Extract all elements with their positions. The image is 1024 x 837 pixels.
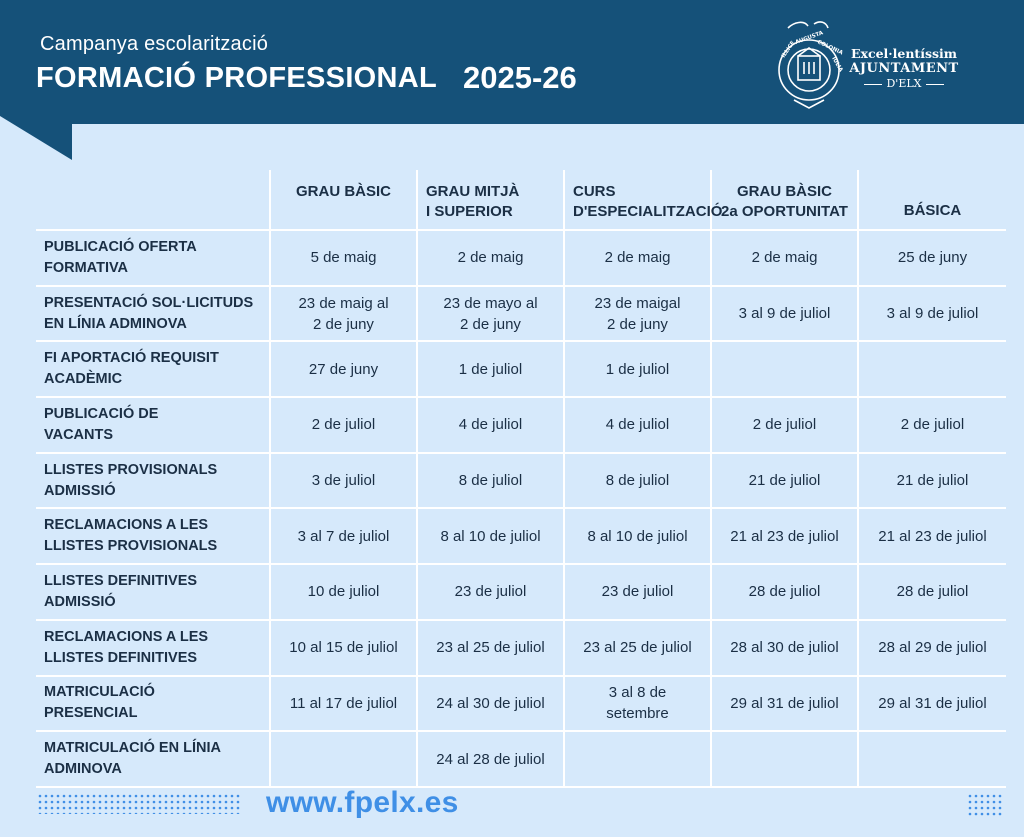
table-row bbox=[36, 397, 1006, 453]
table-row bbox=[36, 620, 1006, 676]
date-cell: 4 de juliol bbox=[417, 397, 564, 453]
date-cell: 2 de maig bbox=[711, 230, 858, 286]
date-cell: 5 de maig bbox=[270, 230, 417, 286]
city-seal-icon bbox=[774, 18, 844, 110]
date-cell: 28 al 29 de juliol bbox=[858, 620, 1006, 676]
date-cell: 8 al 10 de juliol bbox=[564, 508, 711, 564]
date-cell: 21 al 23 de juliol bbox=[711, 508, 858, 564]
date-cell: 27 de juny bbox=[270, 341, 417, 397]
row-label: MATRICULACIÓ EN LÍNIA ADMINOVA bbox=[36, 731, 270, 787]
date-cell: 1 de juliol bbox=[417, 341, 564, 397]
svg-text:AUGUSTA: AUGUSTA bbox=[794, 30, 825, 46]
logo-line-3: D'ELX bbox=[846, 76, 962, 91]
table-row bbox=[36, 286, 1006, 342]
column-header: GRAU BÀSIC bbox=[270, 170, 417, 230]
table-row bbox=[36, 564, 1006, 620]
website-link[interactable]: www.fpelx.es bbox=[266, 786, 459, 819]
row-label: RECLAMACIONS A LES LLISTES DEFINITIVES bbox=[36, 620, 270, 676]
date-cell: 23 de maig al 2 de juny bbox=[270, 286, 417, 342]
date-cell: 8 de juliol bbox=[417, 453, 564, 509]
row-label: RECLAMACIONS A LES LLISTES PROVISIONALS bbox=[36, 508, 270, 564]
corner-cell bbox=[36, 170, 270, 230]
page-title: FORMACIÓ PROFESSIONAL bbox=[36, 62, 438, 94]
date-cell bbox=[711, 731, 858, 787]
date-cell: 21 al 23 de juliol bbox=[858, 508, 1006, 564]
date-cell: 25 de juny bbox=[858, 230, 1006, 286]
date-cell bbox=[858, 341, 1006, 397]
date-cell: 10 de juliol bbox=[270, 564, 417, 620]
row-label: PRESENTACIÓ SOL·LICITUDS EN LÍNIA ADMINOVA bbox=[36, 286, 270, 342]
date-cell: 1 de juliol bbox=[564, 341, 711, 397]
date-cell: 2 de juliol bbox=[858, 397, 1006, 453]
date-cell: 4 de juliol bbox=[564, 397, 711, 453]
date-cell: 2 de maig bbox=[564, 230, 711, 286]
row-label: LLISTES PROVISIONALS ADMISSIÓ bbox=[36, 453, 270, 509]
date-cell: 24 al 28 de juliol bbox=[417, 731, 564, 787]
svg-text:IULIA: IULIA bbox=[830, 56, 844, 74]
date-cell bbox=[858, 731, 1006, 787]
date-cell: 2 de maig bbox=[417, 230, 564, 286]
column-header: CURS D'ESPECIALITZACIÓ bbox=[564, 170, 711, 230]
city-council-logotype bbox=[846, 46, 962, 91]
column-header: GRAU MITJÀ I SUPERIOR bbox=[417, 170, 564, 230]
column-header: GRAU BÀSIC 2a OPORTUNITAT bbox=[711, 170, 858, 230]
dot-pattern-left bbox=[38, 794, 244, 814]
date-cell: 3 de juliol bbox=[270, 453, 417, 509]
date-cell: 8 al 10 de juliol bbox=[417, 508, 564, 564]
date-cell bbox=[564, 731, 711, 787]
table-row bbox=[36, 731, 1006, 787]
date-cell: 29 al 31 de juliol bbox=[858, 676, 1006, 732]
date-cell: 3 al 9 de juliol bbox=[858, 286, 1006, 342]
date-cell: 28 al 30 de juliol bbox=[711, 620, 858, 676]
date-cell: 24 al 30 de juliol bbox=[417, 676, 564, 732]
date-cell: 8 de juliol bbox=[564, 453, 711, 509]
date-cell: 23 de mayo al 2 de juny bbox=[417, 286, 564, 342]
campaign-subtitle: Campanya escolarització bbox=[40, 33, 269, 55]
svg-text:COLONIA: COLONIA bbox=[816, 39, 844, 57]
date-cell: 28 de juliol bbox=[711, 564, 858, 620]
date-cell: 28 de juliol bbox=[858, 564, 1006, 620]
dot-pattern-right bbox=[968, 794, 1004, 816]
row-label: MATRICULACIÓ PRESENCIAL bbox=[36, 676, 270, 732]
date-cell: 2 de juliol bbox=[711, 397, 858, 453]
date-cell: 11 al 17 de juliol bbox=[270, 676, 417, 732]
row-label: FI APORTACIÓ REQUISIT ACADÈMIC bbox=[36, 341, 270, 397]
logo-line-2: AJUNTAMENT bbox=[849, 61, 959, 76]
schedule-table bbox=[36, 170, 1006, 788]
date-cell: 21 de juliol bbox=[858, 453, 1006, 509]
date-cell: 29 al 31 de juliol bbox=[711, 676, 858, 732]
column-header: BÁSICA bbox=[858, 170, 1006, 230]
table-row bbox=[36, 341, 1006, 397]
logo-line-1: Excel·lentíssim bbox=[850, 46, 957, 61]
date-cell: 3 al 7 de juliol bbox=[270, 508, 417, 564]
row-label: LLISTES DEFINITIVES ADMISSIÓ bbox=[36, 564, 270, 620]
table-row bbox=[36, 676, 1006, 732]
date-cell: 2 de juliol bbox=[270, 397, 417, 453]
row-label: PUBLICACIÓ DE VACANTS bbox=[36, 397, 270, 453]
date-cell: 23 de juliol bbox=[564, 564, 711, 620]
date-cell: 23 de maigal 2 de juny bbox=[564, 286, 711, 342]
school-year: 2025-26 bbox=[463, 60, 577, 95]
date-cell: 10 al 15 de juliol bbox=[270, 620, 417, 676]
table-row bbox=[36, 230, 1006, 286]
date-cell: 23 al 25 de juliol bbox=[564, 620, 711, 676]
date-cell: 3 al 8 de setembre bbox=[564, 676, 711, 732]
date-cell: 3 al 9 de juliol bbox=[711, 286, 858, 342]
date-cell: 23 de juliol bbox=[417, 564, 564, 620]
date-cell bbox=[711, 341, 858, 397]
svg-text:ILLICE: ILLICE bbox=[780, 40, 797, 60]
table-header-row bbox=[36, 170, 1006, 230]
date-cell bbox=[270, 731, 417, 787]
table-row bbox=[36, 453, 1006, 509]
row-label: PUBLICACIÓ OFERTA FORMATIVA bbox=[36, 230, 270, 286]
table-row bbox=[36, 508, 1006, 564]
date-cell: 23 al 25 de juliol bbox=[417, 620, 564, 676]
date-cell: 21 de juliol bbox=[711, 453, 858, 509]
